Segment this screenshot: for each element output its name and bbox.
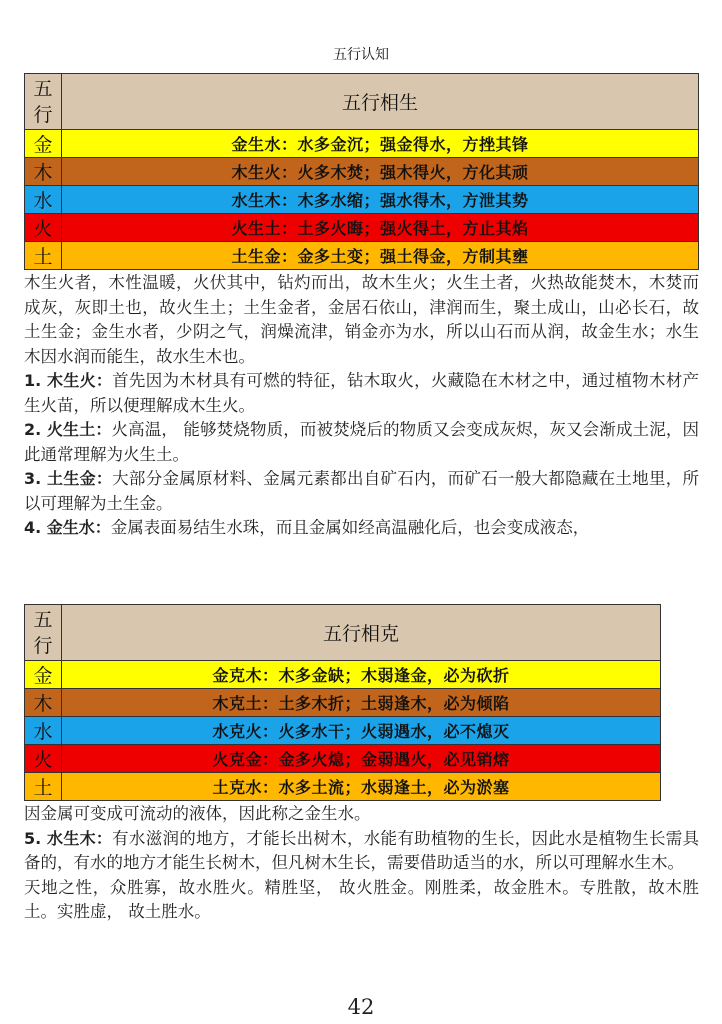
body-text-section-1 <box>24 271 699 541</box>
item-text: 有水滋润的地方，才能长出树木，水能有助植物的生长，因此水是植物生长需具备的，有水的地方才能生长树木，但凡树木生长，需要借助适当的水，所以可理解水生木。 <box>24 828 699 872</box>
table-row <box>25 130 699 158</box>
list-item <box>24 418 699 467</box>
list-item <box>24 827 699 876</box>
wuxing-ke-table <box>24 604 661 801</box>
table-row <box>25 661 661 689</box>
page-number: 42 <box>347 995 375 1019</box>
table-title: 五行相生 <box>62 74 699 130</box>
body-text-section-2 <box>24 802 699 925</box>
item-label: 1. 木生火： <box>24 371 113 390</box>
item-label: 5. 水生木： <box>24 828 113 848</box>
item-text: 大部分金属原材料、金属元素都出自矿石内，而矿石一般大都隐藏在土地里，所以可理解为土生金。 <box>24 469 699 513</box>
intro-paragraph: 木生火者，木性温暖，火伏其中，钻灼而出，故木生火；火生土者，火热故能焚木，木焚而成灰，灰即土也，故火生土；土生金者，金居石依山，津润而生，聚土成山，山必长石，故土生金；金生水者，少阴之气，润燥流津，销金亦为水，所以山石而从润，故金生水；水生木因水润而能生，故水生木也。 <box>24 273 699 366</box>
table-row <box>25 773 661 801</box>
element-cell: 火 <box>25 745 62 773</box>
table-row <box>25 158 699 186</box>
item-text: 金属表面易结生水珠，而且金属如经高温融化后，也会变成液态， <box>110 518 590 537</box>
rule-cell: 金生水：水多金沉；强金得水，方挫其锋 <box>62 130 699 158</box>
table-row <box>25 745 661 773</box>
element-cell: 土 <box>25 773 62 801</box>
rule-cell: 水克火：火多水干；火弱遇水，必不熄灭 <box>62 717 661 745</box>
list-item <box>24 467 699 516</box>
element-cell: 金 <box>25 661 62 689</box>
table-corner-label: 五行 <box>25 605 62 661</box>
wuxing-sheng-table <box>24 73 699 270</box>
item-label: 3. 土生金： <box>24 469 113 488</box>
table-title: 五行相克 <box>62 605 661 661</box>
element-cell: 水 <box>25 717 62 745</box>
page-header-title: 五行认知 <box>333 47 389 63</box>
rule-cell: 土生金：金多土变；强土得金，方制其壅 <box>62 242 699 270</box>
element-cell: 金 <box>25 130 62 158</box>
rule-cell: 木生火：火多木焚；强木得火，方化其顽 <box>62 158 699 186</box>
rule-cell: 木克土：土多木折；土弱逢木，必为倾陷 <box>62 689 661 717</box>
item-label: 4. 金生水： <box>24 518 111 537</box>
element-cell: 水 <box>25 186 62 214</box>
table-corner-label: 五行 <box>25 74 62 130</box>
continuation-paragraph: 因金属可变成可流动的液体，因此称之金生水。 <box>24 804 371 823</box>
table-row <box>25 717 661 745</box>
table-row <box>25 689 661 717</box>
table-row <box>25 242 699 270</box>
item-text: 火高温， 能够焚烧物质，而被焚烧后的物质又会变成灰烬，灰又会渐成土泥，因此通常理解为火生土。 <box>24 420 699 464</box>
rule-cell: 土克水：水多土流；水弱逢土，必为淤塞 <box>62 773 661 801</box>
item-label: 2. 火生土： <box>24 420 112 439</box>
element-cell: 火 <box>25 214 62 242</box>
element-cell: 土 <box>25 242 62 270</box>
list-item <box>24 516 699 541</box>
list-item <box>24 369 699 418</box>
rule-cell: 火生土：土多火晦；强火得土，方止其焰 <box>62 214 699 242</box>
rule-cell: 水生木：木多水缩；强水得木，方泄其势 <box>62 186 699 214</box>
closing-paragraph: 天地之性，众胜寡，故水胜火。精胜坚， 故火胜金。刚胜柔，故金胜木。专胜散，故木胜土。实胜虚， 故土胜水。 <box>24 877 699 921</box>
table-row <box>25 214 699 242</box>
rule-cell: 火克金：金多火熄；金弱遇火，必见销熔 <box>62 745 661 773</box>
item-text: 首先因为木材具有可燃的特征，钻木取火，火藏隐在木材之中，通过植物木材产生火苗，所以便理解成木生火。 <box>24 371 699 415</box>
element-cell: 木 <box>25 158 62 186</box>
rule-cell: 金克木：木多金缺；木弱逢金，必为砍折 <box>62 661 661 689</box>
table-row <box>25 186 699 214</box>
element-cell: 木 <box>25 689 62 717</box>
